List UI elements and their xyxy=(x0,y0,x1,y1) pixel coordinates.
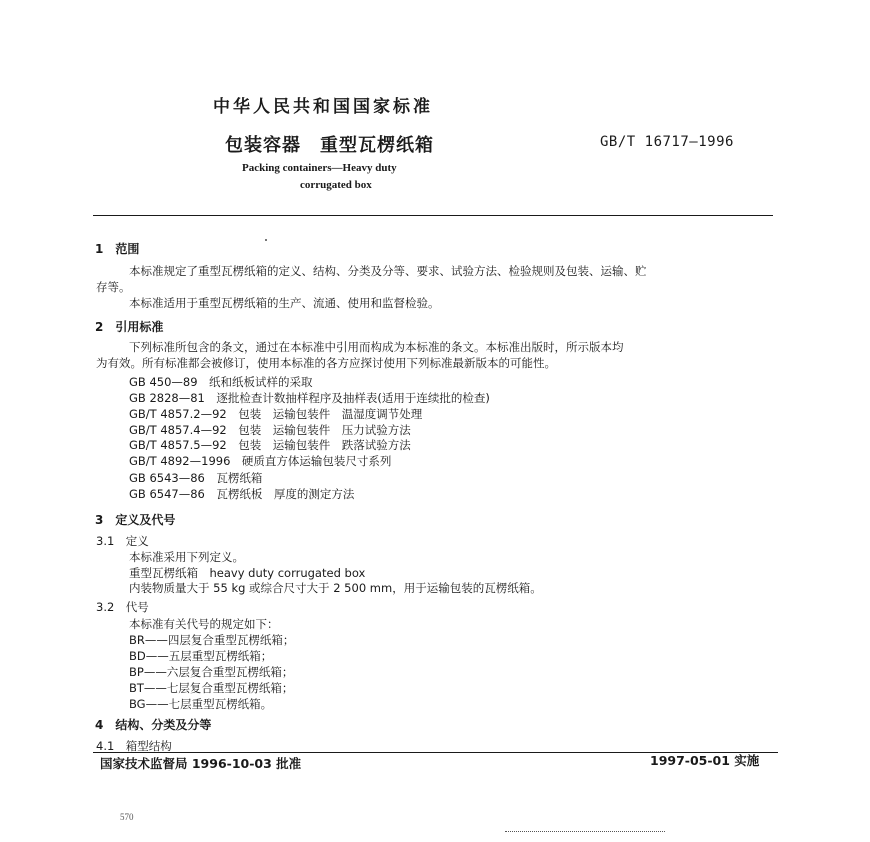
code-item: BP——六层复合重型瓦楞纸箱； xyxy=(129,665,294,679)
code-item: BG——七层重型瓦楞纸箱。 xyxy=(129,697,273,711)
document-title-cn: 包装容器 重型瓦楞纸箱 xyxy=(225,135,434,156)
reference-item: GB/T 4857.2—92 包装 运输包装件 温湿度调节处理 xyxy=(129,407,423,421)
reference-item: GB/T 4892—1996 硬质直方体运输包装尺寸系列 xyxy=(129,454,392,468)
top-rule xyxy=(93,215,773,216)
section-1-scope-paragraph: 本标准适用于重型瓦楞纸箱的生产、流通、使用和监督检验。 xyxy=(129,296,440,310)
code-item: BD——五层重型瓦楞纸箱； xyxy=(129,649,273,663)
section-3-1-heading: 3.1 定义 xyxy=(96,534,149,548)
section-3-1-definition: 内装物质量大于 55 kg 或综合尺寸大于 2 500 mm，用于运输包装的瓦楞纸箱。 xyxy=(129,581,542,595)
section-2-heading: 2 引用标准 xyxy=(95,320,164,334)
section-4-1-heading: 4.1 箱型结构 xyxy=(96,739,172,753)
effective-date: 1997-05-01 实施 xyxy=(650,753,760,768)
approval-line: 国家技术监督局 1996-10-03 批准 xyxy=(100,756,302,771)
document-title-en-line2: corrugated box xyxy=(300,179,372,191)
reference-item: GB 6547—86 瓦楞纸板 厚度的测定方法 xyxy=(129,487,355,501)
national-standard-heading: 中华人民共和国国家标准 xyxy=(213,97,433,117)
page-number: 570 xyxy=(120,812,134,822)
section-3-1-term: 重型瓦楞纸箱 heavy duty corrugated box xyxy=(129,566,366,580)
code-item: BR——四层复合重型瓦楞纸箱； xyxy=(129,633,295,647)
reference-item: GB 2828—81 逐批检查计数抽样程序及抽样表(适用于连续批的检查) xyxy=(129,391,490,405)
standard-code: GB/T 16717—1996 xyxy=(600,134,734,150)
scan-speck xyxy=(265,239,267,241)
section-3-2-intro: 本标准有关代号的规定如下： xyxy=(129,617,279,631)
document-title-en-line1: Packing containers—Heavy duty xyxy=(242,162,397,174)
section-2-intro-line2: 为有效。所有标准都会被修订，使用本标准的各方应探讨使用下列标准最新版本的可能性。 xyxy=(96,356,556,370)
section-1-paragraph-line2: 存等。 xyxy=(96,280,131,294)
dotted-mark xyxy=(505,831,665,832)
code-item: BT——七层复合重型瓦楞纸箱； xyxy=(129,681,294,695)
section-4-heading: 4 结构、分类及分等 xyxy=(95,718,212,732)
section-3-2-heading: 3.2 代号 xyxy=(96,600,149,614)
section-2-intro-line1: 下列标准所包含的条文，通过在本标准中引用而构成为本标准的条文。本标准出版时，所示版本均 xyxy=(129,340,624,354)
section-3-heading: 3 定义及代号 xyxy=(95,513,176,527)
section-3-1-line1: 本标准采用下列定义。 xyxy=(129,550,244,564)
reference-item: GB 6543—86 瓦楞纸箱 xyxy=(129,471,263,485)
section-1-paragraph-line1: 本标准规定了重型瓦楞纸箱的定义、结构、分类及分等、要求、试验方法、检验规则及包装、运输、贮 xyxy=(129,264,647,278)
reference-item: GB/T 4857.4—92 包装 运输包装件 压力试验方法 xyxy=(129,423,411,437)
section-1-heading: 1 范围 xyxy=(95,242,140,256)
reference-item: GB 450—89 纸和纸板试样的采取 xyxy=(129,375,313,389)
reference-item: GB/T 4857.5—92 包装 运输包装件 跌落试验方法 xyxy=(129,438,411,452)
